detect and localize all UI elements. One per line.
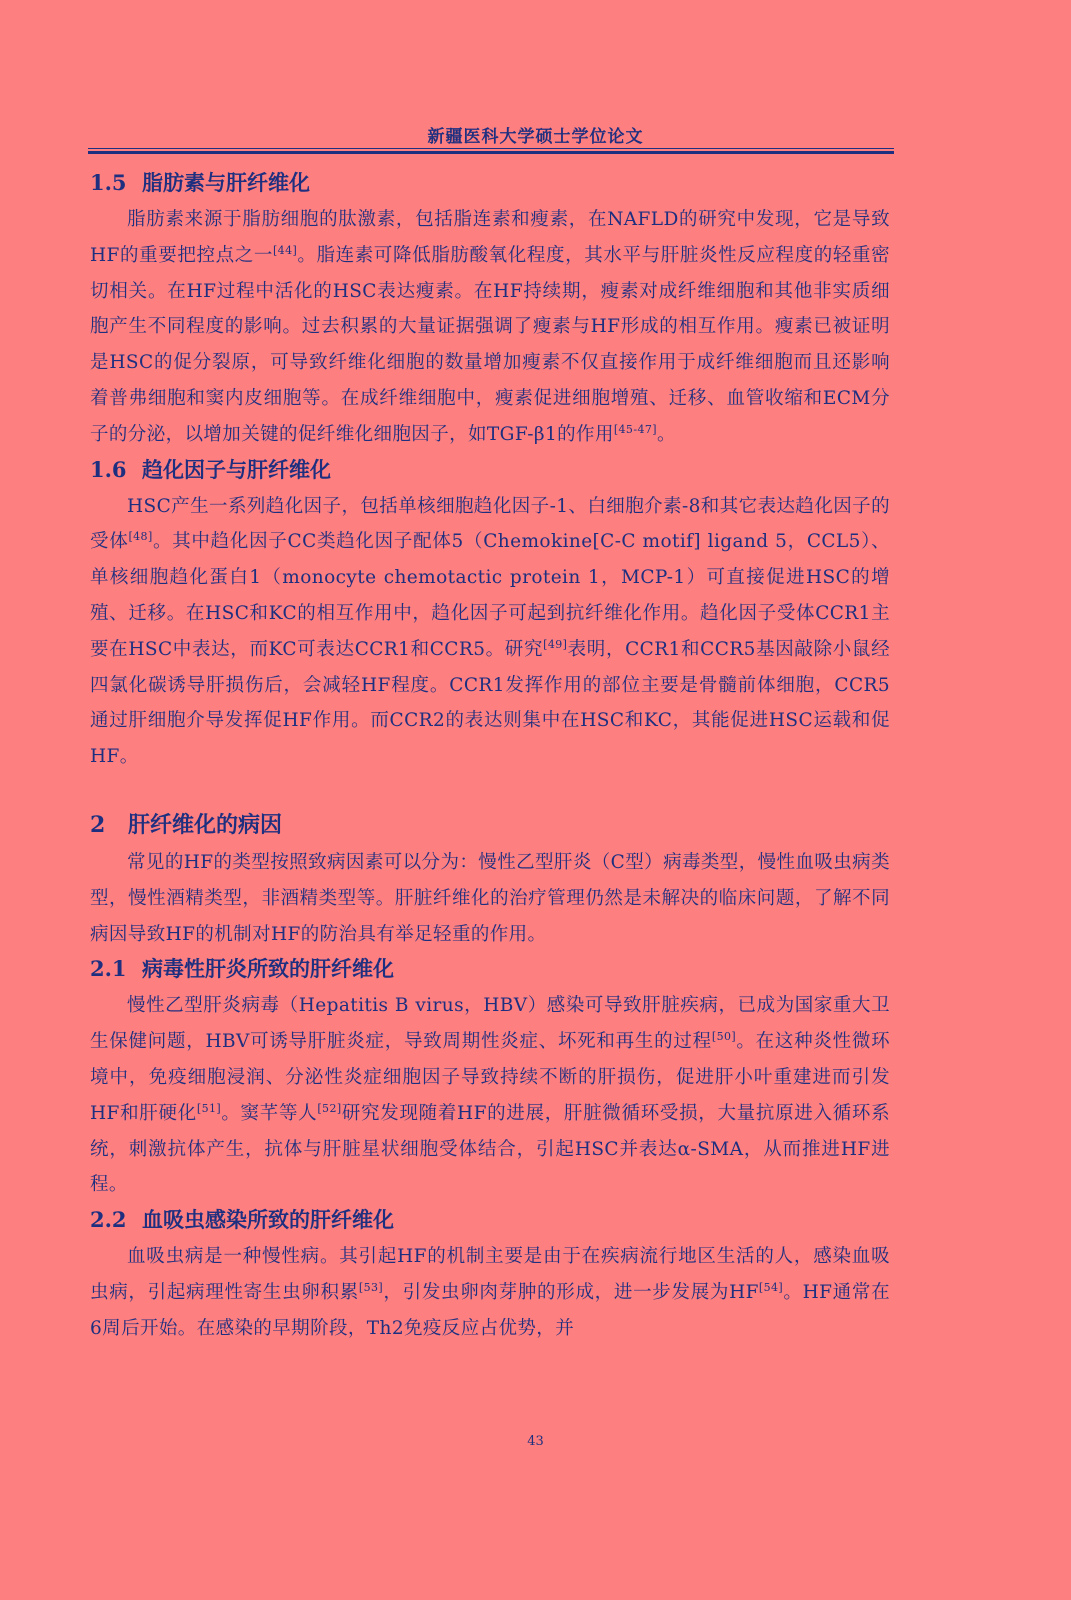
citation: [44] bbox=[272, 243, 298, 257]
section-number: 2.2 bbox=[90, 1207, 127, 1233]
section-title: 病毒性肝炎所致的肝纤维化 bbox=[142, 956, 394, 982]
section-title: 趋化因子与肝纤维化 bbox=[142, 456, 331, 482]
section-heading-1-5 bbox=[90, 168, 890, 198]
section-number: 2.1 bbox=[90, 956, 127, 982]
chapter-heading-2 bbox=[90, 809, 890, 841]
section-number: 1.6 bbox=[90, 456, 127, 482]
paragraph-etiology-intro: 常见的HF的类型按照致病因素可以分为：慢性乙型肝炎（C型）病毒类型，慢性血吸虫病类型，慢性酒精类型，非酒精类型等。肝脏纤维化的治疗管理仍然是未解决的临床问题，了解不同病因导致HF的机制对HF的防治具有举足轻重的作用。 bbox=[90, 851, 890, 945]
header-rule-thin bbox=[88, 148, 894, 149]
citation: [49] bbox=[543, 637, 568, 651]
chapter-number: 2 bbox=[90, 811, 106, 838]
section-number: 1.5 bbox=[90, 170, 127, 195]
citation: [54] bbox=[758, 1280, 784, 1294]
section-title: 血吸虫感染所致的肝纤维化 bbox=[142, 1207, 394, 1233]
paragraph-schistosomiasis: 血吸虫病是一种慢性病。其引起HF的机制主要是由于在疾病流行地区生活的人，感染血吸虫病，引起病理性寄生虫卵积累[53]，引发虫卵肉芽肿的形成，进一步发展为HF[54]。HF通常在6周后开始。在感染的早期阶段，Th2免疫反应占优势，并 bbox=[90, 1246, 890, 1339]
header-rule-thick bbox=[88, 151, 894, 154]
citation: [51] bbox=[196, 1101, 222, 1115]
section-heading-2-1 bbox=[90, 954, 890, 984]
paragraph-adipokine: 脂肪素来源于脂肪细胞的肽激素，包括脂连素和瘦素，在NAFLD的研究中发现，它是导致HF的重要把控点之一[44]。脂连素可降低脂肪酸氧化程度，其水平与肝脏炎性反应程度的轻重密切相关。在HF过程中活化的HSC表达瘦素。在HF持续期，瘦素对成纤维细胞和其他非实质细胞产生不同程度的影响。过去积累的大量证据强调了瘦素与HF形成的相互作用。瘦素已被证明是HSC的促分裂原，可导致纤维化细胞的数量增加瘦素不仅直接作用于成纤维细胞而且还影响着普弗细胞和窦内皮细胞等。在成纤维细胞中，瘦素促进细胞增殖、迁移、血管收缩和ECM分子的分泌，以增加关键的促纤维化细胞因子，如TGF-β1的作用[45-47]。 bbox=[90, 209, 890, 445]
section-heading-2-2 bbox=[90, 1205, 890, 1235]
citation: [45-47] bbox=[613, 422, 657, 436]
paragraph-viral-hepatitis: 慢性乙型肝炎病毒（Hepatitis B virus，HBV）感染可导致肝脏疾病，已成为国家重大卫生保健问题，HBV可诱导肝脏炎症，导致周期性炎症、坏死和再生的过程[50]。在这种炎性微环境中，免疫细胞浸润、分泌性炎症细胞因子导致持续不断的肝损伤，促进肝小叶重建进而引发HF和肝硬化[51]。窦芊等人[52]研究发现随着HF的进展，肝脏微循环受损，大量抗原进入循环系统，刺激抗体产生，抗体与肝脏星状细胞受体结合，引起HSC并表达α-SMA，从而推进HF进程。 bbox=[90, 995, 890, 1196]
page-body bbox=[90, 166, 890, 1347]
citation: [53] bbox=[358, 1280, 384, 1294]
citation: [52] bbox=[317, 1101, 342, 1115]
chapter-title: 肝纤维化的病因 bbox=[128, 811, 283, 838]
running-header: 新疆医科大学硕士学位论文 bbox=[427, 127, 644, 147]
section-heading-1-6 bbox=[90, 455, 890, 485]
citation: [48] bbox=[128, 530, 153, 544]
section-title: 脂肪素与肝纤维化 bbox=[142, 170, 310, 195]
page-number: 43 bbox=[527, 1434, 544, 1449]
citation: [50] bbox=[711, 1030, 737, 1044]
paragraph-chemokine: HSC产生一系列趋化因子，包括单核细胞趋化因子-1、白细胞介素-8和其它表达趋化因子的受体[48]。其中趋化因子CC类趋化因子配体5（Chemokine[C-C motif] ligand 5，CCL5）、单核细胞趋化蛋白1（monocyte chemotactic protein 1，MCP-1）可直接促进HSC的增殖、迁移。在HSC和KC的相互作用中，趋化因子可起到抗纤维化作用。趋化因子受体CCR1主要在HSC中表达，而KC可表达CCR1和CCR5。研究[49]表明，CCR1和CCR5基因敲除小鼠经四氯化碳诱导肝损伤后，会减轻HF程度。CCR1发挥作用的部位主要是骨髓前体细胞，CCR5通过肝细胞介导发挥促HF作用。而CCR2的表达则集中在HSC和KC，其能促进HSC运载和促HF。 bbox=[90, 495, 890, 768]
